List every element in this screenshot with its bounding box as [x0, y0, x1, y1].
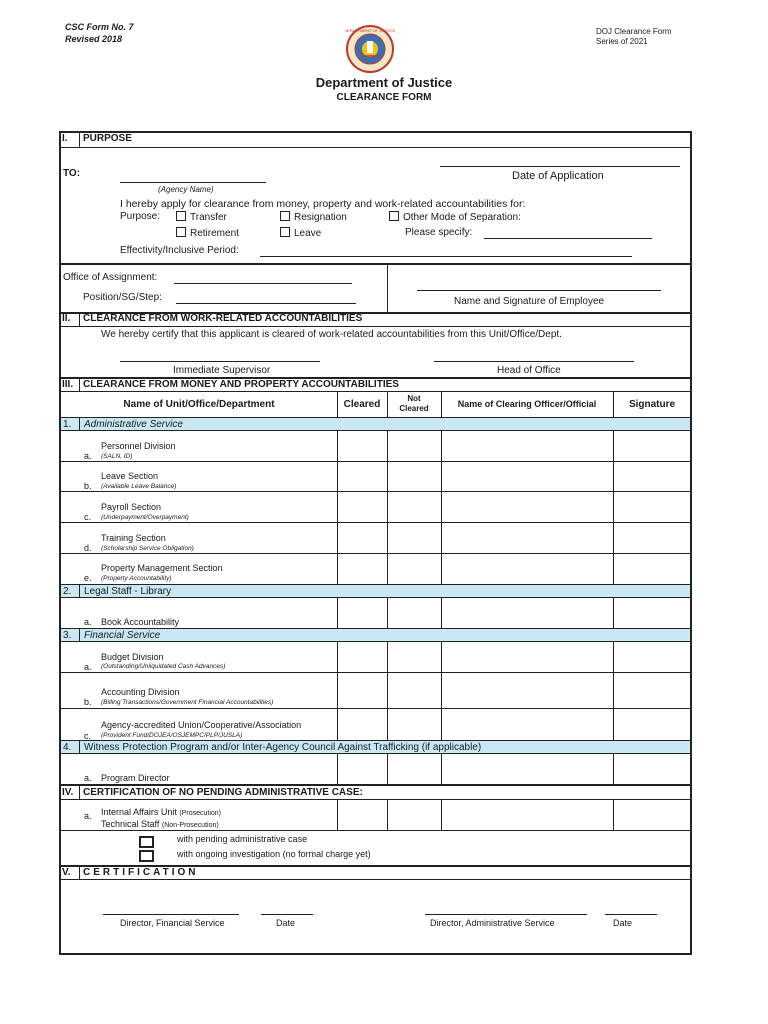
section-1-number: I.	[62, 133, 68, 144]
item-letter: b.	[84, 697, 92, 707]
group-4-number: 4.	[63, 742, 72, 753]
item-payroll-section: Payroll Section	[101, 502, 162, 512]
clearance-statement: I hereby apply for clearance from money, property and work-related accountabilities for:	[120, 198, 526, 210]
doj-form-series	[596, 27, 672, 47]
group-4-name: Witness Protection Program and/or Inter-Agency Council Against Trafficking (if applicable)	[84, 742, 482, 753]
effectivity-label: Effectivity/Inclusive Period:	[120, 245, 239, 256]
group-1-number: 1.	[63, 419, 72, 430]
item-letter: a.	[84, 451, 92, 461]
section-3-title: CLEARANCE FROM MONEY AND PROPERTY ACCOUNTABILITIES	[83, 379, 399, 390]
item-training-section: Training Section	[101, 533, 166, 543]
item-note: (SALN, ID)	[101, 453, 133, 460]
employee-signature-field[interactable]	[417, 290, 661, 291]
column-clearing-officer: Name of Clearing Officer/Official	[457, 399, 597, 409]
section-3-number: III.	[62, 379, 74, 390]
agency-name-field[interactable]	[120, 182, 266, 183]
checkbox-icon[interactable]	[176, 211, 186, 221]
head-signature-field[interactable]	[434, 361, 634, 362]
doj-seal-logo	[345, 24, 395, 74]
item-budget-division: Budget Division	[101, 652, 164, 662]
option-leave[interactable]	[280, 227, 321, 240]
please-specify-field[interactable]	[484, 238, 652, 239]
pending-case-label: with pending administrative case	[177, 834, 308, 844]
effectivity-field[interactable]	[260, 256, 632, 257]
column-cleared: Cleared	[343, 399, 381, 410]
date-label: Date	[613, 918, 633, 928]
dir-financial-signature-field[interactable]	[103, 914, 239, 915]
purpose-label: Purpose:	[120, 211, 161, 222]
doj-form-label: DOJ Clearance Form	[596, 27, 672, 36]
option-transfer[interactable]	[176, 211, 227, 224]
group-3-name: Financial Service	[84, 630, 161, 641]
group-1-name: Administrative Service	[84, 419, 183, 430]
director-admin-label: Director, Administrative Service	[430, 918, 555, 928]
dir-admin-date-field[interactable]	[605, 914, 657, 915]
position-field[interactable]	[176, 303, 356, 304]
ongoing-investigation-label: with ongoing investigation (no formal charge yet)	[177, 849, 371, 859]
group-2-number: 2.	[63, 586, 72, 597]
option-transfer-label: Transfer	[190, 212, 227, 223]
form-number: CSC Form No. 7	[65, 22, 134, 32]
option-resignation-label: Resignation	[294, 212, 347, 223]
column-unit: Name of Unit/Office/Department	[123, 399, 275, 410]
office-assignment-field[interactable]	[174, 283, 352, 284]
item-letter: a.	[84, 773, 92, 783]
checkbox-icon[interactable]	[280, 227, 290, 237]
option-retirement[interactable]	[176, 227, 239, 240]
form-revision: Revised 2018	[65, 34, 123, 44]
item-book-accountability: Book Accountability	[101, 617, 180, 627]
supervisor-signature-field[interactable]	[120, 361, 320, 362]
item-property-management: Property Management Section	[101, 563, 223, 573]
office-assignment-label: Office of Assignment:	[63, 272, 158, 283]
checkbox-icon[interactable]	[280, 211, 290, 221]
section-2-number: II.	[62, 313, 71, 324]
internal-affairs-unit: Internal Affairs Unit (Prosecution)	[101, 807, 222, 817]
item-personnel-division: Personnel Division	[101, 441, 176, 451]
item-note: (Billing Transactions/Government Financial Accountabilities)	[101, 699, 274, 706]
dir-admin-signature-field[interactable]	[425, 914, 587, 915]
item-program-director: Program Director	[101, 773, 170, 783]
director-financial-label: Director, Financial Service	[120, 918, 225, 928]
column-signature: Signature	[628, 399, 676, 410]
checkbox-icon[interactable]	[389, 211, 399, 221]
head-of-office-label: Head of Office	[497, 365, 561, 376]
checkbox-icon[interactable]	[176, 227, 186, 237]
group-2-name: Legal Staff - Library	[84, 586, 172, 597]
ongoing-investigation-checkbox[interactable]	[139, 850, 154, 862]
technical-staff: Technical Staff (Non-Prosecution)	[101, 819, 219, 829]
item-note: (Property Accountability)	[101, 575, 172, 582]
item-note: (Outstanding/Unliquidated Cash Advances)	[101, 663, 226, 670]
section-4-number: IV.	[62, 787, 74, 798]
dir-financial-date-field[interactable]	[261, 914, 313, 915]
option-leave-label: Leave	[294, 228, 322, 239]
option-other-label: Other Mode of Separation:	[403, 212, 521, 223]
section-5-number: V.	[62, 867, 71, 878]
employee-signature-label: Name and Signature of Employee	[454, 296, 605, 307]
item-union-cooperative: Agency-accredited Union/Cooperative/Association	[101, 720, 302, 730]
item-letter: a.	[84, 662, 92, 672]
item-letter: c.	[84, 731, 92, 741]
item-letter: b.	[84, 481, 92, 491]
section-4-title: CERTIFICATION OF NO PENDING ADMINISTRATIVE CASE:	[83, 787, 363, 798]
date-of-application-field[interactable]	[440, 166, 680, 167]
section-5-title: CERTIFICATION	[83, 867, 199, 878]
please-specify-label: Please specify:	[405, 227, 473, 238]
item-leave-section: Leave Section	[101, 471, 159, 481]
item-letter: a.	[84, 617, 92, 627]
column-not-cleared: Not Cleared	[399, 394, 429, 413]
position-label: Position/SG/Step:	[83, 292, 162, 303]
item-letter: e.	[84, 573, 92, 583]
item-letter: d.	[84, 543, 92, 553]
item-note: (Provident Fund/DOJEA/OSJEMPC/PLP/JUSLA)	[101, 732, 243, 739]
section-1-title: PURPOSE	[83, 133, 132, 144]
doj-form-series-year: Series of 2021	[596, 37, 648, 46]
option-resignation[interactable]	[280, 211, 347, 224]
date-of-application-label: Date of Application	[512, 170, 604, 182]
item-note: (Available Leave Balance)	[101, 483, 177, 490]
item-letter: a.	[84, 811, 92, 821]
form-number-block	[65, 21, 134, 45]
option-other-separation[interactable]	[389, 211, 521, 224]
supervisor-label: Immediate Supervisor	[173, 365, 271, 376]
to-label: TO:	[63, 168, 81, 179]
item-note: (Underpayment/Overpayment)	[101, 514, 189, 521]
page-subtitle: CLEARANCE FORM	[336, 92, 432, 103]
item-letter: c.	[84, 512, 92, 522]
group-3-number: 3.	[63, 630, 72, 641]
item-accounting-division: Accounting Division	[101, 687, 180, 697]
section-2-title: CLEARANCE FROM WORK-RELATED ACCOUNTABILITIES	[83, 313, 363, 324]
section-2-statement: We hereby certify that this applicant is cleared of work-related accountabilities from this Unit/Office/Dept.	[101, 329, 562, 340]
option-retirement-label: Retirement	[190, 228, 239, 239]
item-note: (Scholarship Service Obligation)	[101, 545, 194, 552]
pending-case-checkbox[interactable]	[139, 836, 154, 848]
agency-caption: (Agency Name)	[158, 185, 214, 194]
date-label: Date	[276, 918, 296, 928]
svg-text:DEPARTMENT OF JUSTICE: DEPARTMENT OF JUSTICE	[345, 28, 395, 33]
page-title: Department of Justice	[315, 75, 453, 90]
